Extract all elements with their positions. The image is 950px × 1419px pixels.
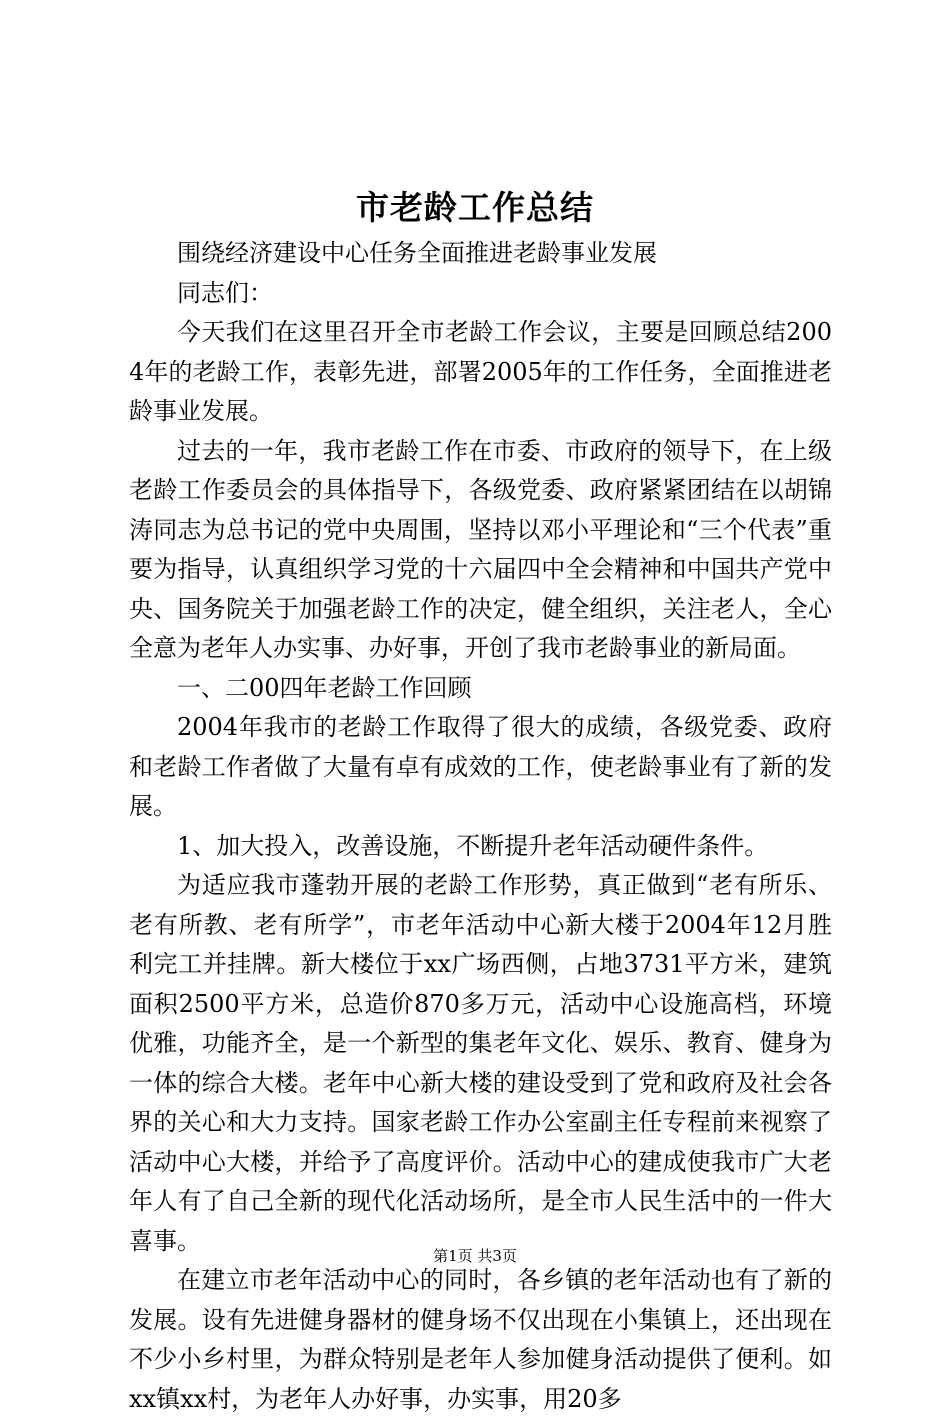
page-footer: 第1页 共3页 [433, 1247, 517, 1265]
salutation-paragraph: 同志们： [177, 278, 273, 307]
section-heading: 一、二00四年老龄工作回顾 [177, 673, 472, 702]
achievement-paragraph: 2004年我市的老龄工作取得了很大的成绩，各级党委、政府和老龄工作者做了大量有卓有成效的工作，使老龄事业有了新的发展。 [129, 713, 832, 820]
document-body [129, 234, 832, 1419]
subtitle-paragraph: 围绕经济建设中心任务全面推进老龄事业发展 [177, 239, 657, 267]
intro-paragraph: 今天我们在这里召开全市老龄工作会议，主要是回顾总结2004年的老龄工作，表彰先进，部署2005年的工作任务，全面推进老龄事业发展。 [129, 318, 832, 425]
review-paragraph: 过去的一年，我市老龄工作在市委、市政府的领导下，在上级老龄工作委员会的具体指导下，各级党委、政府紧紧团结在以胡锦涛同志为总书记的党中央周围，坚持以邓小平理论和“三个代表”重要为指导，认真组织学习党的十六届四中全会精神和中国共产党中央、国务院关于加强老龄工作的决定，健全组织，关注老人，全心全意为老年人办实事、办好事，开创了我市老龄事业的新局面。 [129, 436, 832, 662]
item-heading: 1、加大投入，改善设施，不断提升老年活动硬件条件。 [177, 831, 769, 860]
document-title: 市老龄工作总结 [356, 188, 594, 227]
activity-center-paragraph: 为适应我市蓬勃开展的老龄工作形势，真正做到“老有所乐、老有所教、老有所学”，市老年活动中心新大楼于2004年12月胜利完工并挂牌。新大楼位于xx广场西侧，占地3731平方米，建筑面积2500平方米，总造价870多万元，活动中心设施高档，环境优雅，功能齐全，是一个新型的集老年文化、娱乐、教育、健身为一体的综合大楼。老年中心新大楼的建设受到了党和政府及社会各界的关心和大力支持。国家老龄工作办公室副主任专程前来视察了活动中心大楼，并给予了高度评价。活动中心的建成使我市广大老年人有了自己全新的现代化活动场所，是全市人民生活中的一件大喜事。 [129, 871, 832, 1255]
township-paragraph: 在建立市老年活动中心的同时，各乡镇的老年活动也有了新的发展。设有先进健身器材的健身场不仅出现在小集镇上，还出现在不少小乡村里，为群众特别是老年人参加健身活动提供了便利。如xx镇xx村，为老年人办好事，办实事，用20多 [129, 1266, 832, 1413]
